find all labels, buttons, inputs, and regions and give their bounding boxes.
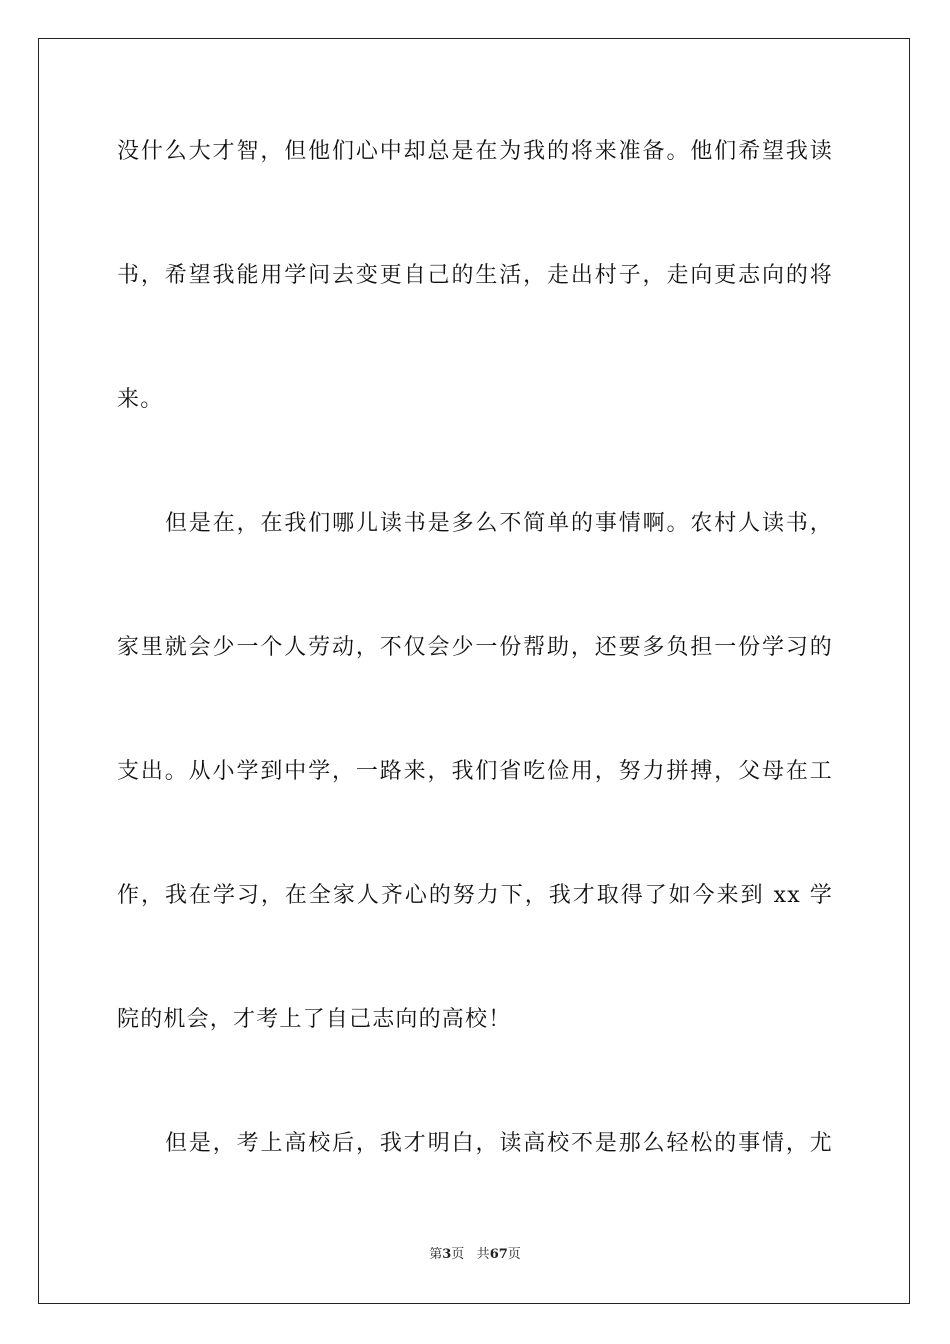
body-text-line-5: 家里就会少一个人劳动，不仅会少一份帮助，还要多负担一份学习的 xyxy=(117,635,833,660)
body-text-line-6: 支出。从小学到中学，一路来，我们省吃俭用，努力拼搏，父母在工 xyxy=(117,759,833,784)
footer-total-prefix: 共 xyxy=(476,1247,490,1262)
page-footer xyxy=(0,1246,950,1264)
footer-total-pages: 67 xyxy=(489,1247,508,1262)
body-text-line-8: 院的机会，才考上了自己志向的高校！ xyxy=(117,1007,512,1032)
body-text-line-7: 作，我在学习，在全家人齐心的努力下，我才取得了如今来到 xx 学 xyxy=(117,883,833,908)
footer-page-suffix: 页 xyxy=(451,1247,465,1262)
body-text-line-1: 没什么大才智，但他们心中却总是在为我的将来准备。他们希望我读 xyxy=(117,139,833,164)
body-text-line-2: 书，希望我能用学问去变更自己的生活，走出村子，走向更志向的将 xyxy=(117,263,833,288)
footer-page-prefix: 第 xyxy=(429,1247,443,1262)
footer-total-suffix: 页 xyxy=(507,1247,521,1262)
footer-page-number: 3 xyxy=(442,1247,452,1262)
paragraph-3-first-line: 但是，考上高校后，我才明白，读高校不是那么轻松的事情，尤 xyxy=(165,1131,833,1156)
body-text-line-3: 来。 xyxy=(117,387,164,412)
paragraph-2-first-line: 但是在，在我们哪儿读书是多么不简单的事情啊。农村人读书， xyxy=(165,511,833,536)
page-border xyxy=(38,38,910,1304)
